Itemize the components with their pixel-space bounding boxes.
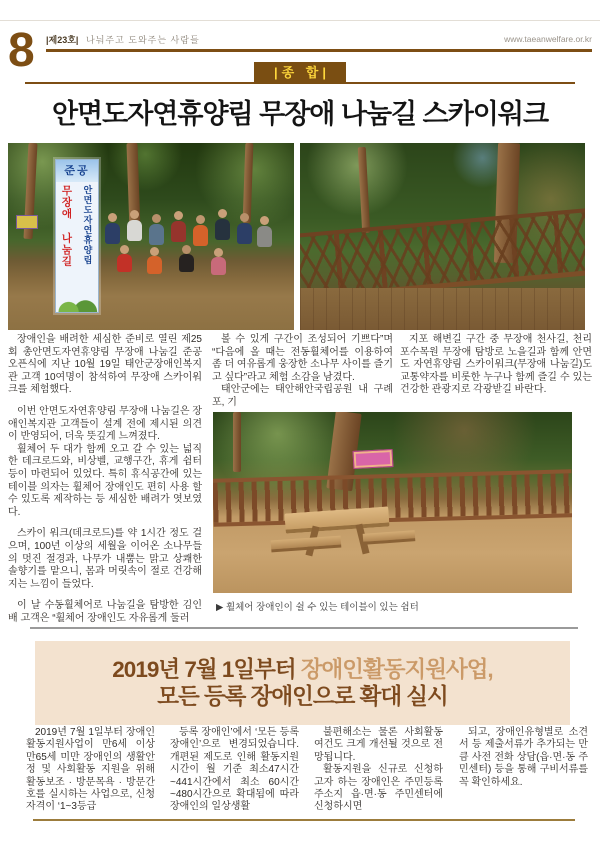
paragraph: 되고, 장애인유형별로 소견서 등 제출서류가 추가되는 만큼 사전 전화 상담(읍·면·동 주민센터) 등을 통해 구비서류를 꼭 확인하세요.	[459, 727, 588, 788]
article2-column-3	[314, 727, 443, 814]
article2-column-1	[26, 727, 155, 814]
article2-headline-line1	[35, 656, 570, 683]
paragraph: 불편해소는 물론 사회활동 여건도 크게 개선될 것으로 전망됩니다.	[314, 727, 443, 763]
photo-caption: ▶ 휠체어 장애인이 쉴 수 있는 테이블이 있는 쉼터	[216, 602, 419, 613]
people-heads	[108, 213, 117, 222]
banner-grass-art	[56, 298, 98, 312]
paragraph: 지포 해변길 구간 중 무장애 천사길, 천리포수목원 무장애 탐방로 노을길과 함께 안면도 자연휴양림 스카이워크(무장애 나눔길)도 교통약자를 비롯한 누구나 함께 즐길 수 있는 건강한 관광지로 각광받길 바란다.	[400, 334, 592, 396]
people-heads	[120, 245, 129, 254]
paragraph: 활동지원을 신규로 신청하고자 하는 장애인은 주민등록 주소지 읍·면·동 주민센터에 신청하시면	[314, 764, 443, 813]
section-badge: |종 합|	[254, 62, 346, 84]
banner-forest-name: 안면도자연휴양림	[82, 185, 93, 265]
page-number: 8	[8, 24, 35, 77]
paragraph: 휠체어 두 대가 함께 오고 갈 수 있는 넓직한 데크로드와, 비상벨, 교행구간, 휴게 쉼터 등이 마련되어 있었다. 특히 휴식공간에 있는 테이블 의자는 휠체어 장애인도 편히 사용 할 수 있도록 제작하는 등 세심한 배려가 엿보였다.	[8, 443, 202, 518]
deck-railing	[213, 469, 572, 526]
paragraph: 2019년 7월 1일부터 장애인활동지원사업이 만6세 이상 만65세 미만 장애인의 생활안정 및 사회활동 지원을 위해 활동보조 · 방문목욕 · 방문간호를 실시하는 사업으로, 신청자격이 ‘1~3등급	[26, 727, 155, 813]
table-bench	[363, 530, 416, 545]
website-url: www.taeanwelfare.or.kr	[504, 34, 592, 44]
article2-column-2	[170, 727, 299, 814]
headline-date: 2019년 7월 1일부터	[112, 657, 301, 682]
paragraph: 이번 안면도자연휴양림 무장애 나눔길은 장애인복지관 고객들이 설계 전에 제시된 의견이 반영되어, 더욱 뜻깊게 느껴졌다.	[8, 405, 202, 443]
ceremony-banner	[55, 159, 99, 313]
photo-opening-ceremony	[8, 143, 294, 330]
tree-trunk	[126, 143, 140, 231]
paragraph: 볼 수 있게 구간이 조성되어 기쁘다”며 “다음에 올 때는 전동휠체어를 이용하여 좀 더 여유롭게 웅장한 소나무 사이를 즐기고 싶다”라고 체험 소감을 남겼다.	[212, 334, 393, 383]
footer-rule	[33, 819, 575, 821]
people-seated	[117, 254, 132, 272]
article2-column-4	[459, 727, 588, 789]
photo-skywalk-path	[300, 143, 585, 330]
article1-column-2	[212, 334, 393, 410]
photo-rest-area-table	[213, 412, 572, 593]
paragraph: 장애인을 배려한 세심한 준비로 열린 제25회 총안면도자연휴양림 무장애 나눔길 준공 오픈식에 지난 10월 19일 태안군장애인복지관 고객 10여명이 참석하여 무장애 스카이워크를 체험했다.	[8, 334, 202, 396]
paragraph: 등록 장애인’에서 ‘모든 등록 장애인’으로 변경되었습니다. 개편된 제도로 인해 활동지원시간이 월 기준 최소47시간~441시간에서 최소 60시간~480시간으로 확대됨에 따라 장애인의 일상생활	[170, 727, 299, 813]
tree-trunk	[233, 412, 241, 472]
deck-floor	[300, 288, 585, 330]
trail-sign	[353, 449, 394, 469]
paragraph: 태안군에는 태안해안국립공원 내 구례포, 기	[212, 384, 393, 408]
tree-trunk	[358, 147, 370, 233]
table-bench	[271, 536, 342, 553]
article2-headline-box	[35, 641, 570, 725]
headline-program-name: 장애인활동지원사업,	[300, 657, 493, 682]
newspaper-slogan: 나눠주고 도와주는 사람들	[86, 35, 200, 45]
header-rule	[46, 49, 592, 52]
article1-column-3	[400, 334, 592, 397]
article1-headline: 안면도자연휴양림 무장애 나눔길 스카이워크	[51, 99, 549, 129]
park-sign	[16, 215, 38, 229]
paragraph: 스카이 워크(데크로드)를 약 1시간 정도 걸으며, 100년 이상의 세월을 이어온 소나무들의 멋진 절경과, 나무가 내뿜는 맑고 상쾌한 솔향기를 맡으니, 몸과 머릿속이 절로 건강해지는 느낌이 들었다.	[8, 528, 202, 590]
banner-title: 준공	[56, 160, 98, 182]
people-standing	[105, 223, 120, 244]
paragraph: 이 날 수동휠체어로 나눔길을 탐방한 김인배 고객은 “휠체어 장애인도 자유롭게 둘러	[8, 600, 202, 624]
top-hairline	[0, 20, 600, 21]
article2-headline-line2: 모든 등록 장애인으로 확대 실시	[157, 684, 448, 709]
issue-number: |제23호|	[46, 35, 79, 45]
article1-column-1	[8, 334, 202, 625]
section-divider	[30, 627, 578, 629]
banner-trail-name: 무장애 나눔길	[60, 185, 73, 267]
tree-trunk	[243, 143, 254, 223]
